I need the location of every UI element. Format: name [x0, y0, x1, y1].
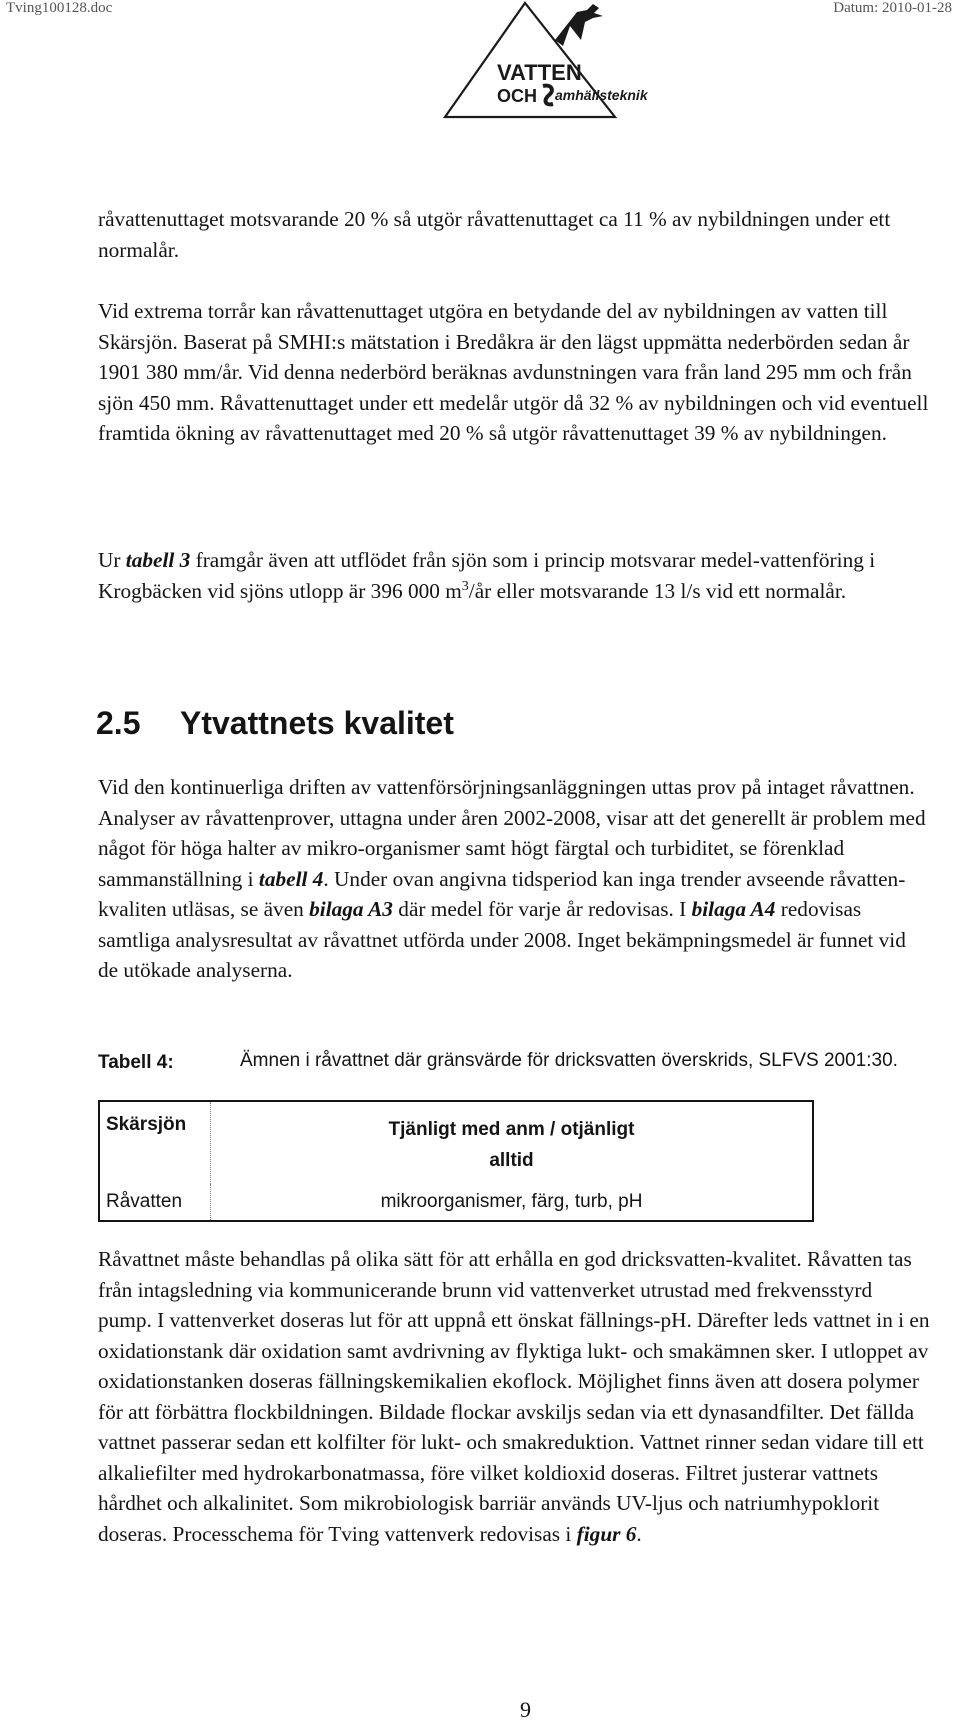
p3-text-a: Ur	[98, 548, 126, 572]
p4-text-b: . Under ovan angivna tidsperiod kan inga trender avseende råvatten-kvaliten utläsas, se även	[98, 866, 906, 921]
table-header-status	[211, 1101, 814, 1184]
section-number: 2.5	[96, 705, 141, 741]
table-4	[98, 1100, 814, 1222]
figure-6-reference: figur 6	[576, 1521, 637, 1546]
logo-text-samhallsteknik: amhällsteknik	[555, 87, 648, 103]
bird-icon	[555, 4, 603, 46]
table-row	[99, 1184, 813, 1221]
paragraph-5	[98, 1244, 930, 1549]
paragraph-2: Vid extrema torrår kan råvattenuttaget utgöra en betydande del av nybildningen av vatten till Skärsjön. Baserat på SMHI:s mätstation i Bredåkra är den lägst uppmätta nederbörden sedan år 1901 380 mm/år. Vid denna nederbörd beräknas avdunstningen vara från land 295 mm och från sjön 450 mm. Råvattenuttaget under ett medelår utgör då 32 % av nybildningen och vid eventuell framtida ökning av råvattenuttaget med 20 % så utgör råvattenuttaget 39 % av nybildningen.	[98, 299, 929, 445]
page-number: 9	[520, 1697, 531, 1722]
p3-text-c: /år eller motsvarande 13 l/s vid ett normalår.	[468, 578, 847, 603]
table-3-reference: tabell 3	[125, 548, 191, 572]
document-filename: Tving100128.doc	[6, 0, 113, 16]
table-4-caption: Ämnen i råvattnet där gränsvärde för dricksvatten överskrids, SLFVS 2001:30.	[240, 1050, 898, 1071]
table-cell-sample: Råvatten	[99, 1184, 211, 1221]
company-logo	[405, 0, 655, 120]
p4-text-c: där medel för varje år redovisas. I	[392, 897, 692, 921]
table-cell-parameters: mikroorganismer, färg, turb, pH	[380, 1191, 643, 1212]
superscript-3: 3	[461, 578, 469, 594]
p3-text-b: framgår även att utflödet från sjön som i princip motsvarar medel-vattenföring i Krogbäcken vid sjöns utlopp är 396 000 m	[98, 548, 876, 603]
logo-text-och: OCH	[497, 86, 537, 106]
bilaga-a3-reference: bilaga A3	[309, 897, 393, 921]
logo-text-vatten: VATTEN	[497, 60, 582, 85]
section-heading	[96, 705, 454, 742]
table-4-label: Tabell 4:	[98, 1052, 174, 1073]
p4-text-d: redovisas samtliga analysresultat av råvattnet utförda under 2008. Inget bekämpningsmedel är funnet vid de utökade analyserna.	[98, 897, 906, 982]
table-header-row	[99, 1101, 813, 1184]
table-header-status-line2: alltid	[489, 1150, 534, 1171]
paragraph-4	[98, 772, 930, 986]
table-header-status-line1: Tjänligt med anm / otjänligt	[388, 1119, 635, 1140]
document-date: Datum: 2010-01-28	[833, 0, 952, 16]
section-title: Ytvattnets kvalitet	[180, 705, 454, 741]
table-header-location: Skärsjön	[99, 1101, 211, 1184]
p5-text-b: .	[636, 1521, 642, 1546]
paragraph-1: råvattenuttaget motsvarande 20 % så utgör råvattenuttaget ca 11 % av nybildningen under ett normalår.	[98, 207, 891, 262]
p4-text-a: Vid den kontinuerliga driften av vattenförsörjningsanläggningen uttas prov på intaget råvattnen. Analyser av råvattenprover, uttagna under åren 2002-2008, visar att det generellt är problem med något för höga halter av mikro-organismer samt högt färgtal och turbiditet, se förenklad sammanställning i	[98, 775, 926, 891]
p5-text-a: Råvattnet måste behandlas på olika sätt för att erhålla en god dricksvatten-kvalitet. Råvatten tas från intagsledning via kommunicerande brunn vid vattenverket utrustad med frekvensstyrd pump. I vattenverket doseras lut för att uppnå ett önskat fällnings-pH. Därefter leds vattnet in i en oxidationstank där oxidation samt avdrivning av flyktiga lukt- och smakämnen sker. I utloppet av oxidationstanken doseras fällningskemikalien ekoflock. Möjlighet finns även att dosera polymer för att förbättra flockbildningen. Bildade flockar avskiljs sedan via ett dynasandfilter. Det fällda vattnet passerar sedan ett kolfilter för lukt- och smakreduktion. Vattnet rinner sedan vidare till ett alkaliefilter med hydrokarbonatmassa, före vilket koldioxid doseras. Filtret justerar vattnets hårdhet och alkalinitet. Som mikrobiologisk barriär används UV-ljus och natriumhypoklorit doseras. Processchema för Tving vattenverk redovisas i	[98, 1247, 930, 1546]
table-4-reference: tabell 4	[258, 866, 324, 891]
bilaga-a4-reference: bilaga A4	[691, 897, 776, 921]
logo-s-glyph	[543, 86, 553, 105]
paragraph-3	[98, 545, 930, 606]
